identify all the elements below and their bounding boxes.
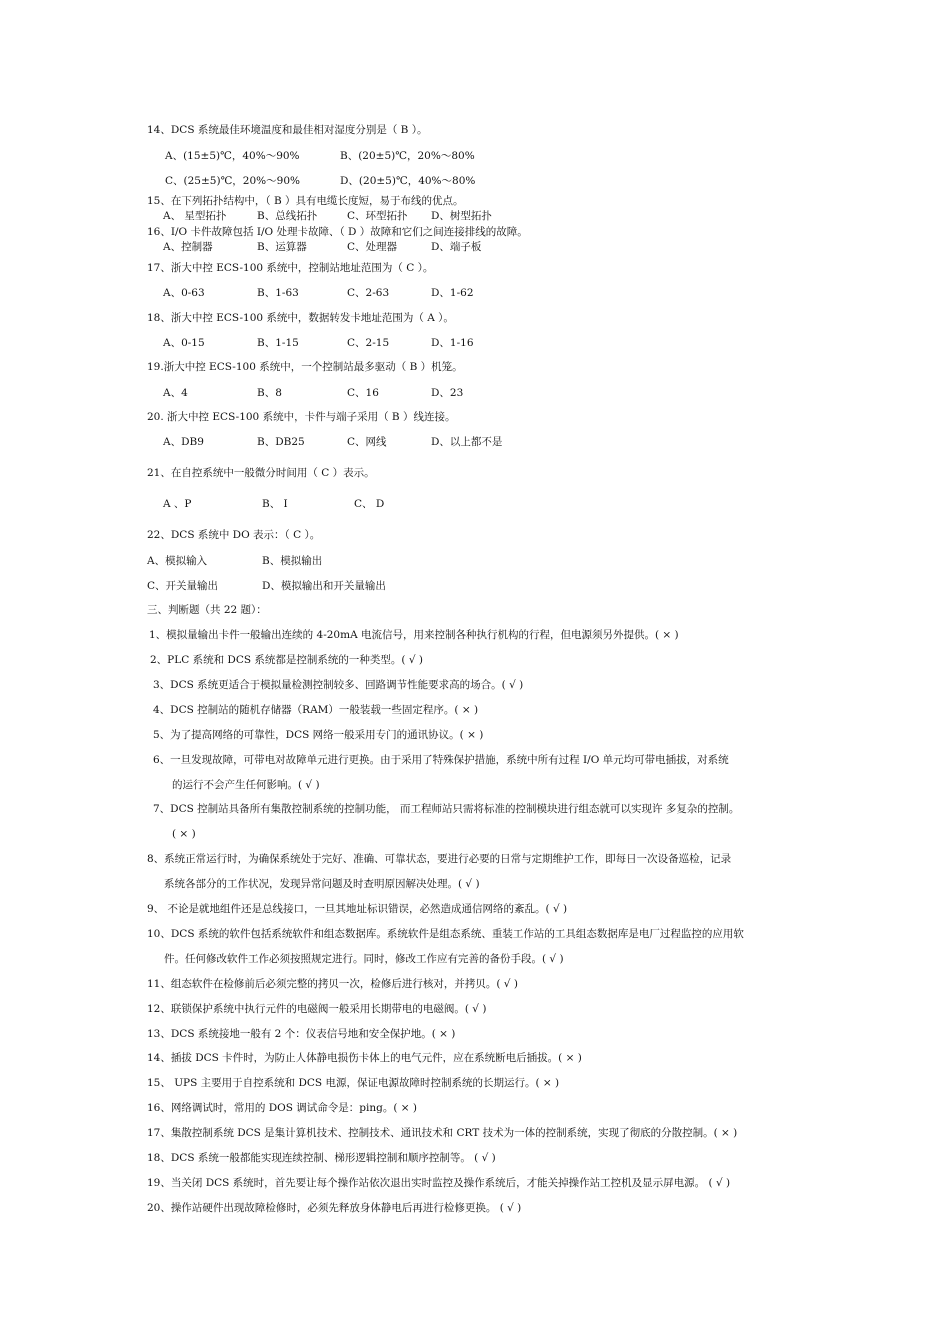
option-b: B、(20±5)℃，20%～80% [340,150,475,162]
option-d: D、1-62 [431,287,474,299]
tf-item-9: 9、 不论是就地组件还是总线接口，一旦其地址标识错误，必然造成通信网络的紊乱。( √ ) [147,903,568,915]
option-d: D、以上都不是 [431,436,503,448]
question-15: 15、在下列拓扑结构中，（ B ）具有电缆长度短，易于布线的优点。 [147,195,464,207]
tf-item-10: 10、DCS 系统的软件包括系统软件和组态数据库。系统软件是组态系统、重装工作站的工具组态数据库是电厂过程监控的应用软 [147,928,744,940]
tf-item-3: 3、DCS 系统更适合于模拟量检测控制较多、回路调节性能要求高的场合。( √ ) [153,679,524,691]
tf-item-1: 1、模拟量输出卡件一般输出连续的 4-20mA 电流信号，用来控制各种执行机构的行程，但电源须另外提供。( × ) [149,629,679,641]
tf-item-14: 14、插拔 DCS 卡件时，为防止人体静电损伤卡体上的电气元件，应在系统断电后插拔。( × ) [147,1052,582,1064]
option-a: A、4 [163,387,188,399]
option-c: C、网线 [347,436,387,448]
tf-item-2: 2、PLC 系统和 DCS 系统都是控制系统的一种类型。( √ ) [150,654,423,666]
option-c: C、开关量输出 [147,580,219,592]
tf-item-8: 8、系统正常运行时，为确保系统处于完好、准确、可靠状态，要进行必要的日常与定期维护工作，即每日一次设备巡检，记录 [147,853,732,865]
tf-item-17: 17、集散控制系统 DCS 是集计算机技术、控制技术、通讯技术和 CRT 技术为一体的控制系统，实现了彻底的分散控制。( × ) [147,1127,738,1139]
option-c: C、2-63 [347,287,390,299]
tf-item-19: 19、当关闭 DCS 系统时，首先要让每个操作站依次退出实时监控及操作系统后，才能关掉操作站工控机及显示屏电源。 ( √ ) [147,1177,731,1189]
option-b: B、 I [262,498,288,510]
tf-item-12: 12、联锁保护系统中执行元件的电磁阀一般采用长期带电的电磁阀。( √ ) [147,1003,487,1015]
question-20: 20. 浙大中控 ECS-100 系统中，卡件与端子采用（ B ）线连接。 [147,411,456,423]
option-c: C、2-15 [347,337,390,349]
option-b: B、1-63 [257,287,299,299]
option-c: C、16 [347,387,379,399]
question-14: 14、DCS 系统最佳环境温度和最佳相对湿度分别是（ B ）。 [147,124,428,136]
option-a: A、 星型拓扑 [163,210,227,222]
option-c: C、(25±5)℃，20%～90% [165,175,300,187]
question-18: 18、浙大中控 ECS-100 系统中，数据转发卡地址范围为（ A ）。 [147,312,454,324]
tf-item-18: 18、DCS 系统一般都能实现连续控制、梯形逻辑控制和顺序控制等。 ( √ ) [147,1152,496,1164]
option-a: A 、P [163,498,192,510]
option-c: C、处理器 [347,241,398,253]
tf-item-5: 5、为了提高网络的可靠性，DCS 网络一般采用专门的通讯协议。( × ) [153,729,484,741]
tf-item-7-cont: ( × ) [172,828,196,840]
question-21: 21、在自控系统中一般微分时间用（ C ）表示。 [147,467,375,479]
tf-item-6-cont: 的运行不会产生任何影响。( √ ) [172,779,320,791]
tf-item-11: 11、组态软件在检修前后必须完整的拷贝一次，检修后进行核对，并拷贝。( √ ) [147,978,518,990]
option-a: A、(15±5)℃，40%～90% [165,150,300,162]
tf-item-7: 7、DCS 控制站具备所有集散控制系统的控制功能， 而工程师站只需将标准的控制模块进行组态就可以实现许 多复杂的控制。 [153,803,740,815]
option-a: A、0-15 [163,337,205,349]
question-22: 22、DCS 系统中 DO 表示：（ C ）。 [147,529,321,541]
question-19: 19.浙大中控 ECS-100 系统中，一个控制站最多驱动（ B ）机笼。 [147,361,463,373]
question-16: 16、I/O 卡件故障包括 I/O 处理卡故障、（ D ）故障和它们之间连接排线的故障。 [147,226,528,238]
option-d: D、树型拓扑 [431,210,492,222]
option-d: D、(20±5)℃，40%～80% [340,175,476,187]
option-a: A、控制器 [163,241,213,253]
option-b: B、运算器 [257,241,307,253]
option-b: B、总线拓扑 [257,210,318,222]
question-17: 17、浙大中控 ECS-100 系统中，控制站地址范围为（ C ）。 [147,262,434,274]
option-d: D、1-16 [431,337,474,349]
option-b: B、DB25 [257,436,305,448]
option-a: A、DB9 [163,436,204,448]
section-title: 三、判断题（共 22 题）： [147,604,267,616]
tf-item-4: 4、DCS 控制站的随机存储器（RAM）一般装载一些固定程序。( × ) [153,704,479,716]
option-d: D、端子板 [431,241,482,253]
option-a: A、模拟输入 [147,555,208,567]
option-d: D、23 [431,387,464,399]
tf-item-20: 20、操作站硬件出现故障检修时，必须先释放身体静电后再进行检修更换。 ( √ ) [147,1202,522,1214]
tf-item-13: 13、DCS 系统接地一般有 2 个：仪表信号地和安全保护地。( × ) [147,1028,456,1040]
tf-item-10-cont: 件。任何修改软件工作必须按照规定进行。同时，修改工作应有完善的备份手段。( √ ) [164,953,564,965]
tf-item-15: 15、 UPS 主要用于自控系统和 DCS 电源，保证电源故障时控制系统的长期运行。( × ) [147,1077,560,1089]
option-a: A、0-63 [163,287,205,299]
option-b: B、1-15 [257,337,299,349]
option-d: D、模拟输出和开关量输出 [262,580,386,592]
option-c: C、环型拓扑 [347,210,408,222]
tf-item-6: 6、一旦发现故障，可带电对故障单元进行更换。由于采用了特殊保护措施，系统中所有过程 I/O 单元均可带电插拔，对系统 [153,754,729,766]
option-b: B、模拟输出 [262,555,323,567]
tf-item-8-cont: 系统各部分的工作状况，发现异常问题及时查明原因解决处理。( √ ) [164,878,480,890]
option-b: B、8 [257,387,282,399]
option-c: C、 D [354,498,385,510]
tf-item-16: 16、网络调试时，常用的 DOS 调试命令是：ping。( × ) [147,1102,417,1114]
